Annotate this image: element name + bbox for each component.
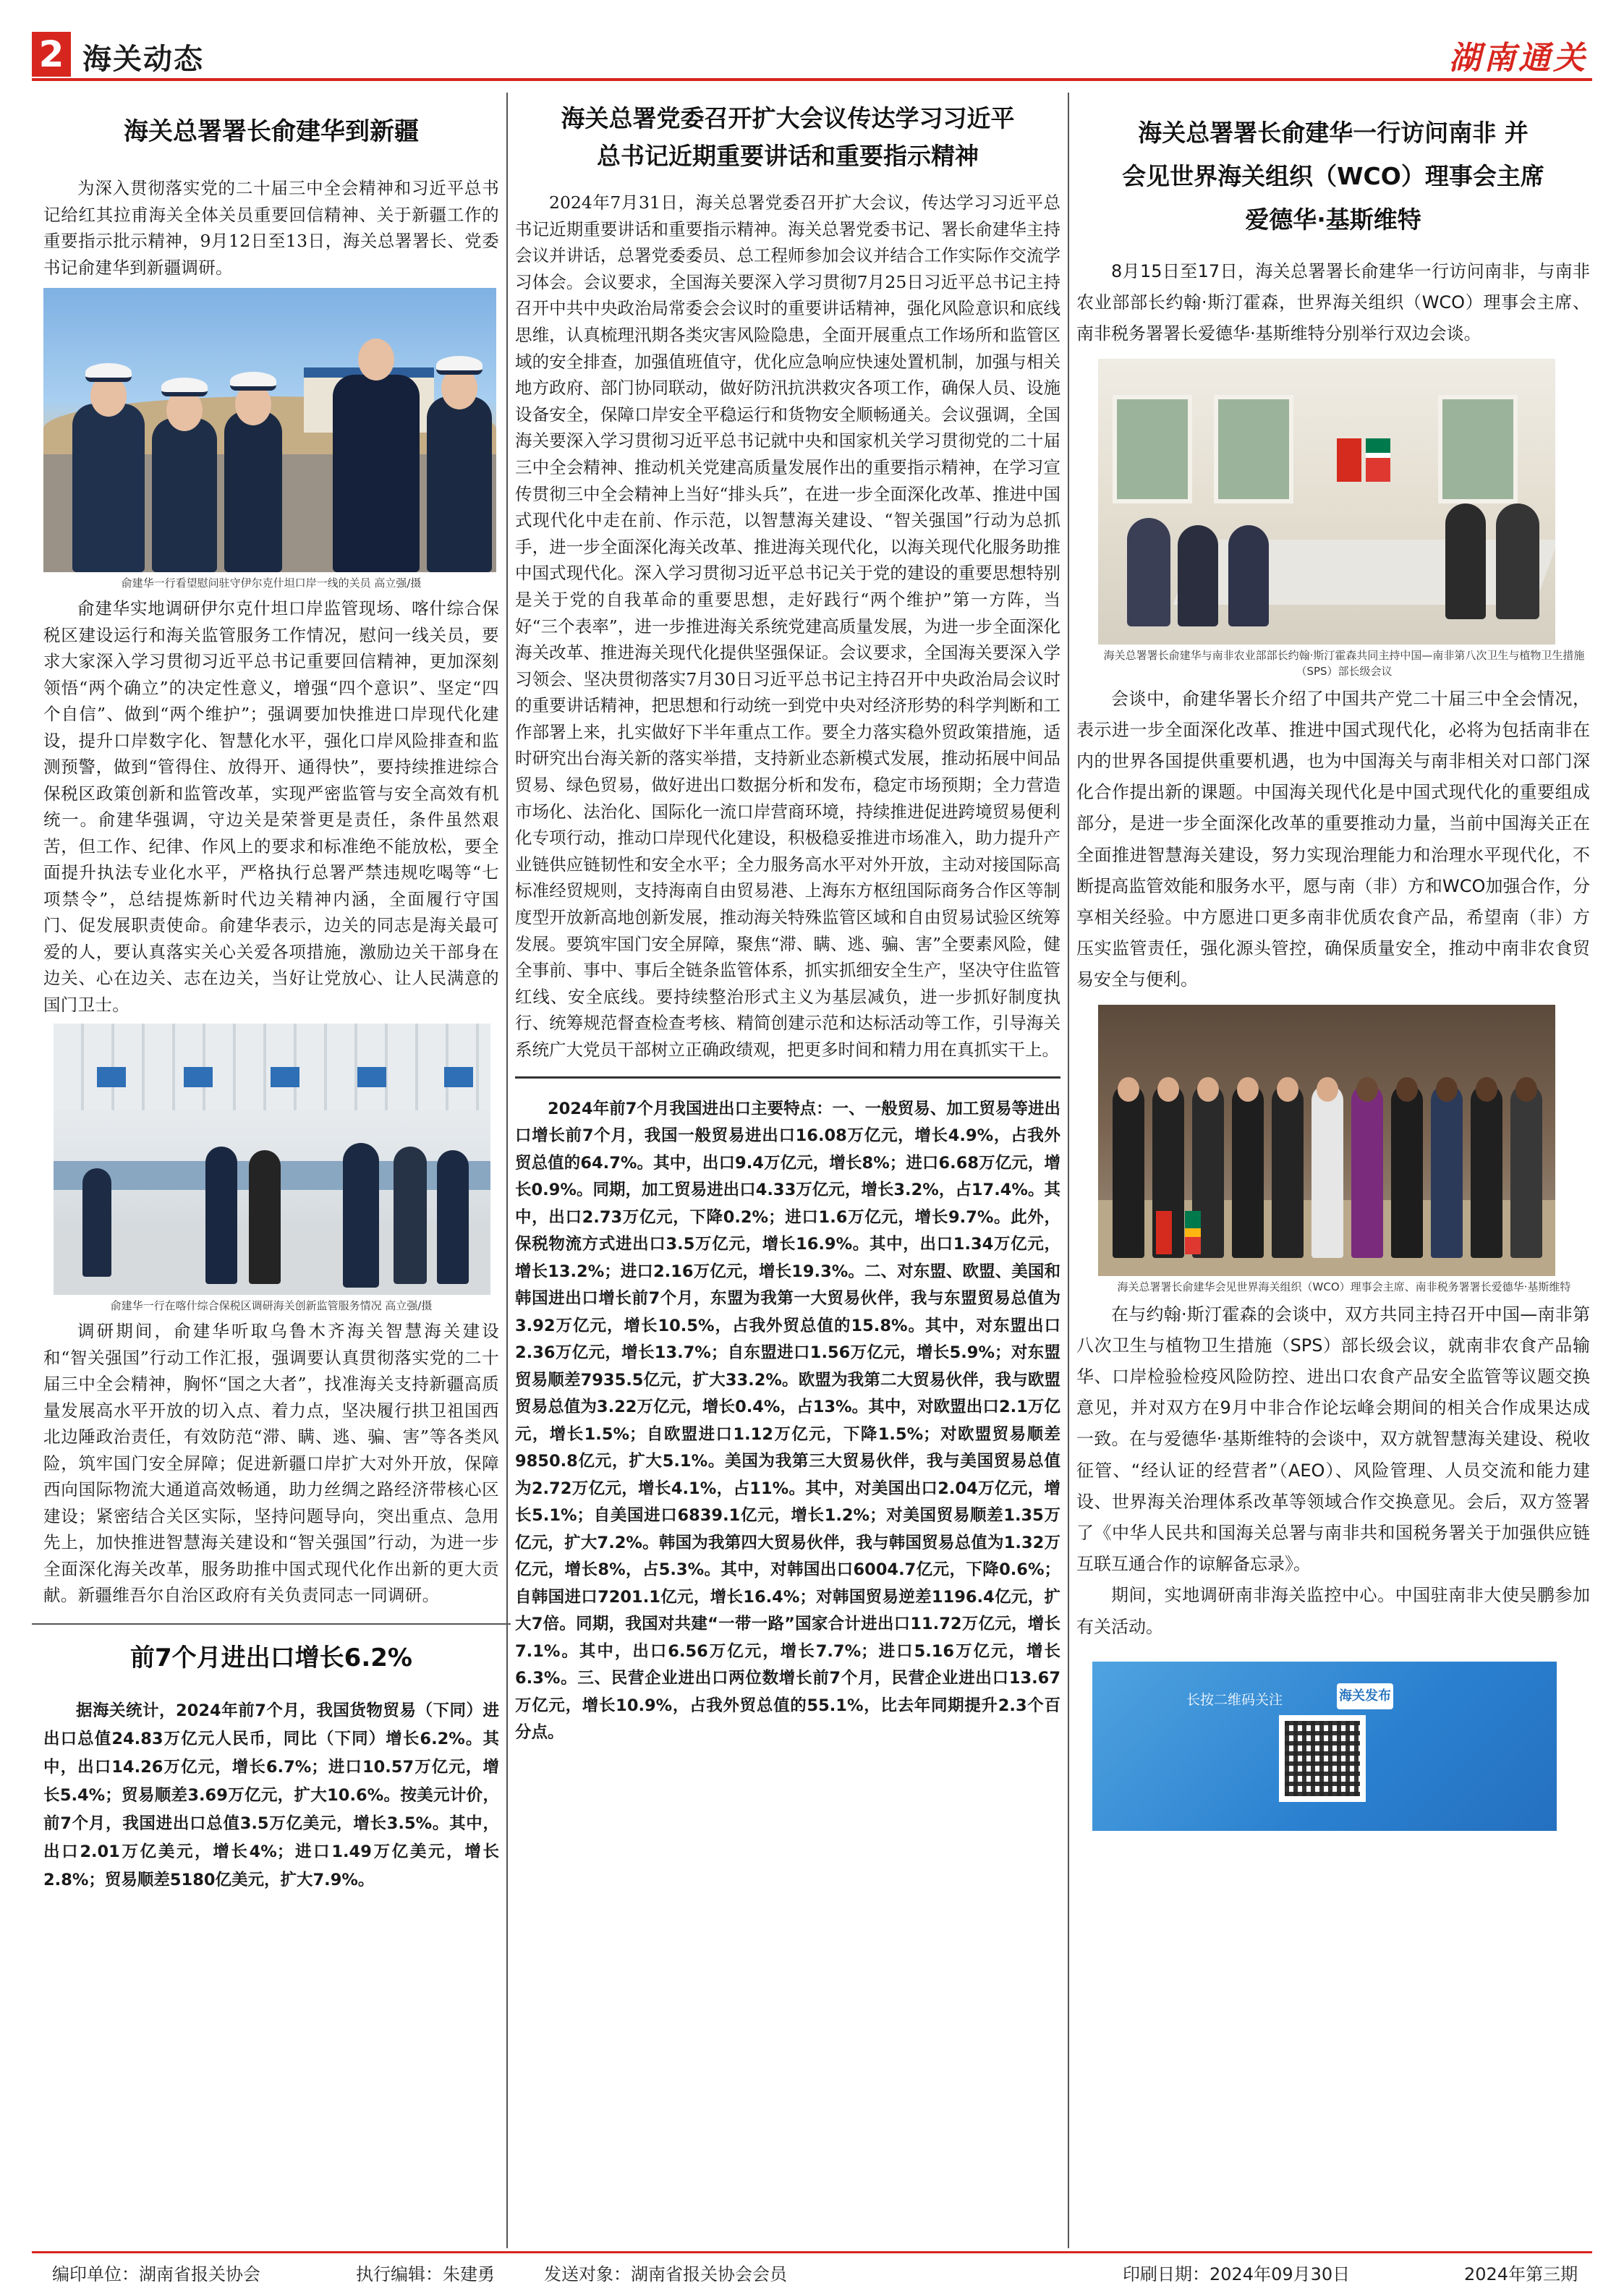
title-line: 爱德华·基斯维特 [1245,205,1421,234]
article-title-party-meeting [515,100,1060,175]
customs-release-logo: 海关发布 [1337,1683,1393,1709]
article-title-south-africa [1076,111,1590,242]
footer-publisher: 编印单位：湖南省报关协会 [52,2264,260,2284]
article-title-trade: 前7个月进出口增长6.2% [130,1643,412,1672]
masthead-logo: 湖南通关 [1449,40,1588,77]
photo-caption: 俞建华一行看望慰问驻守伊尔克什坦口岸一线的关员 高立强/摄 [121,577,422,590]
footer-rule [32,2251,1592,2253]
article-title-xinjiang: 海关总署署长俞建华到新疆 [124,117,419,146]
title-line: 海关总署党委召开扩大会议传达学习习近平 [561,104,1015,132]
title-line: 会见世界海关组织（WCO）理事会主席 [1122,162,1544,190]
article-paragraph: 8月15日至17日，海关总署署长俞建华一行访问南非，与南非农业部部长约翰·斯汀霍森，世界海关组织（WCO）理事会主席、南非税务署署长爱德华·基斯维特分别举行双边会谈。 [1076,261,1590,344]
article-paragraph: 在与约翰·斯汀霍森的会谈中，双方共同主持召开中国—南非第八次卫生与植物卫生措施（SPS）部长级会议，就南非农食产品输华、口岸检验检疫风险防控、进出口农食产品安全监管等议题交换意见，并对双方在9月中非合作论坛峰会期间的相关合作成果达成一致。在与爱德华·基斯维特的会谈中，双方就智慧海关建设、税收征管、“经认证的经营者”（AEO）、风险管理、人员交流和能力建设、世界海关治理体系改革等领域合作交换意见。会后，双方签署了《中华人民共和国海关总署与南非共和国税务署关于加强供应链互联互通合作的谅解备忘录》。 [1076,1304,1590,1575]
photo-caption: 海关总署署长俞建华会见世界海关组织（WCO）理事会主席、南非税务署署长爱德华·基斯维特 [1117,1280,1571,1293]
photo-bonded-zone [54,1024,490,1295]
qr-prompt-text: 长按二维码关注 [1186,1691,1283,1708]
section-divider [32,1623,511,1625]
title-line: 海关总署署长俞建华一行访问南非 并 [1138,119,1529,147]
page-footer [32,2260,1592,2289]
article-paragraph: 俞建华实地调研伊尔克什坦口岸监管现场、喀什综合保税区建设运行和海关监管服务工作情况，慰问一线关员，要求大家深入学习贯彻习近平总书记重要回信精神，更加深刻领悟“两个确立”的决定性意义，增强“四个意识”、坚定“四个自信”、做到“两个维护”；强调要加快推进口岸现代化建设，提升口岸数字化、智慧化水平，强化口岸风险排查和监测预警，做到“管得住、放得开、通得快”，要持续推进综合保税区政策创新和监管改革，实现严密监管与安全高效有机统一。俞建华强调，守边关是荣誉更是责任，条件虽然艰苦，但工作、纪律、作风上的要求和标准绝不能放松，要全面提升执法专业化水平，严格执行总署严禁违规吃喝等“七项禁令”，总结提炼新时代边关精神内涵，全面履行守国门、促发展职责使命。俞建华表示，边关的同志是海关最可爱的人，要认真落实关心关爱各项措施，激励边关干部身在边关、心在边关、志在边关，当好让党放心、让人民满意的国门卫士。 [43,598,499,1015]
footer-print-date: 印刷日期：2024年09月30日 [1123,2264,1351,2284]
photo-border-visit [43,288,496,572]
qr-promo-banner [1092,1662,1557,1831]
article-paragraph: 会谈中，俞建华署长介绍了中国共产党二十届三中全会情况，表示进一步全面深化改革、推进中国式现代化，必将为包括南非在内的世界各国提供重要机遇，也为中国海关与南非相关对口部门深化合作提出新的课题。中国海关现代化是中国式现代化的重要组成部分，是进一步全面深化改革的重要推动力量，当前中国海关正在全面推进智慧海关建设，努力实现治理能力和治理水平现代化，不断提高监管效能和服务水平，愿与南（非）方和WCO加强合作，分享相关经验。中方愿进口更多南非优质农食产品，希望南（非）方压实监管责任，强化源头管控，确保质量安全，推动中南非农食贸易安全与便利。 [1076,688,1590,990]
column-middle [515,93,1060,1747]
trade-stats-paragraph: 据海关统计，2024年前7个月，我国货物贸易（下同）进出口总值24.83万亿元人民币，同比（下同）增长6.2%。其中，出口14.26万亿元，增长6.7%；进口10.57万亿元，增长5.4%；贸易顺差3.69万亿元，扩大10.6%。按美元计价，前7个月，我国进出口总值3.5万亿美元，增长3.5%。其中，出口2.01万亿美元，增长4%；进口1.49万亿美元，增长2.8%；贸易顺差5180亿美元，扩大7.9%。 [43,1701,499,1889]
column-divider-2 [1068,93,1069,2248]
title-line: 总书记近期重要讲话和重要指示精神 [597,142,979,170]
article-intro: 为深入贯彻落实党的二十届三中全会精神和习近平总书记给红其拉甫海关全体关员重要回信精神、关于新疆工作的重要指示批示精神，9月12日至13日，海关总署署长、党委书记俞建华到新疆调研。 [43,178,499,278]
page-header [32,32,1592,77]
article-body: 2024年7月31日，海关总署党委召开扩大会议，传达学习习近平总书记近期重要讲话和重要指示精神。海关总署党委书记、署长俞建华主持会议并讲话，总署党委委员、总工程师参加会议并结合工作实际作交流学习体会。会议要求，全国海关要深入学习贯彻7月25日习近平总书记主持召开中共中央政治局常委会会议时的重要讲话精神，强化风险意识和底线思维，认真梳理汛期各类灾害风险隐患，全面开展重点工作场所和监管区域的安全排查，加强值班值守，优化应急响应快速处置机制，加强与相关地方政府、部门协同联动，做好防汛抗洪救灾各项工作，确保人员、设施设备安全，保障口岸安全平稳运行和货物安全顺畅通关。会议强调，全国海关要深入学习贯彻习近平总书记就中央和国家机关学习贯彻党的二十届三中全会精神、推动机关党建高质量发展作出的重要指示精神，在学习宣传贯彻三中全会精神上当好“排头兵”，在进一步全面深化改革、推进中国式现代化中走在前、作示范，以智慧海关建设、“智关强国”行动为总抓手，进一步全面深化海关改革、推进海关现代化，以海关现代化服务助推中国式现代化。深入学习贯彻习近平总书记关于党的建设的重要思想特别是关于党的自我革命的重要思想，走好践行“两个维护”第一方阵，当好“三个表率”，进一步推进海关系统党建高质量发展，为进一步全面深化海关改革、推进海关现代化提供坚强保证。会议要求，全国海关要深入学习领会、坚决贯彻落实7月30日习近平总书记主持召开中央政治局会议时的重要讲话精神，把思想和行动统一到党中央对经济形势的科学判断和工作部署上来，扎实做好下半年重点工作。要全力落实稳外贸政策措施，适时研究出台海关新的落实举措，支持新业态新模式发展，推动拓展中间品贸易、绿色贸易，做好进出口数据分析和发布，稳定市场预期；全力营造市场化、法治化、国际化一流口岸营商环境，持续推进促进跨境贸易便利化专项行动，推动口岸现代化建设，积极稳妥推进市场准入，助力提升产业链供应链韧性和安全水平；全力服务高水平对外开放，主动对接国际高标准经贸规则，支持海南自由贸易港、上海东方枢纽国际商务合作区等制度型开放新高地创新发展，推动海关特殊监管区域和自由贸易试验区统筹发展。要筑牢国门安全屏障，聚焦“滞、瞒、逃、骗、害”全要素风险，健全事前、事中、事后全链条监管体系，抓实抓细安全生产，坚决守住监管红线、安全底线。要持续整治形式主义为基层减负，进一步抓好制度执行、统筹规范督查检查考核、精简创建示范和达标活动等工作，引导海关系统广大党员干部树立正确政绩观，把更多时间和精力用在真抓实干上。 [515,192,1060,1060]
footer-editor: 执行编辑：朱建勇 [356,2264,495,2284]
photo-caption: 海关总署署长俞建华与南非农业部部长约翰·斯汀霍森共同主持中国—南非第八次卫生与植物卫生措施（SPS）部长级会议 [1103,648,1585,678]
photo-sps-meeting [1098,359,1555,645]
photo-wco-group [1098,1005,1555,1276]
column-left [43,93,499,1895]
section-divider [515,1076,1060,1079]
photo-caption: 俞建华一行在喀什综合保税区调研海关创新监管服务情况 高立强/摄 [110,1299,433,1312]
footer-issue: 2024年第三期 [1464,2264,1578,2284]
header-rule [32,78,1592,81]
article-paragraph: 调研期间，俞建华听取乌鲁木齐海关智慧海关建设和“智关强国”行动工作汇报，强调要认真贯彻落实党的二十届三中全会精神，胸怀“国之大者”，找准海关支持新疆高质量发展高水平开放的切入点、着力点，坚决履行拱卫祖国西北边陲政治责任，有效防范“滞、瞒、逃、骗、害”等各类风险，筑牢国门安全屏障；促进新疆口岸扩大对外开放，保障西向国际物流大通道高效畅通，助力丝绸之路经济带核心区建设；紧密结合关区实际，坚持问题导向，突出重点、急用先上，加快推进智慧海关建设和“智关强国”行动，为进一步全面深化海关改革，服务助推中国式现代化作出新的更大贡献。新疆维吾尔自治区政府有关负责同志一同调研。 [43,1321,499,1605]
page-number: 2 [32,32,71,77]
section-title: 海关动态 [82,43,204,76]
column-divider-1 [506,93,508,2248]
column-right [1076,93,1590,1831]
footer-recipients: 发送对象：湖南省报关协会会员 [544,2264,787,2284]
trade-features-paragraph: 2024年前7个月我国进出口主要特点：一、一般贸易、加工贸易等进出口增长前7个月，我国一般贸易进出口16.08万亿元，增长4.9%，占我外贸总值的64.7%。其中，出口9.4万亿元，增长8%；进口6.68万亿元，增长0.9%。同期，加工贸易进出口4.33万亿元，增长3.2%，占17.4%。其中，出口2.73万亿元，下降0.2%；进口1.6万亿元，增长9.7%。此外，保税物流方式进出口3.5万亿元，增长16.9%。其中，出口1.34万亿元，增长13.2%；进口2.16万亿元，增长19.3%。二、对东盟、欧盟、美国和韩国进出口增长前7个月，东盟为我第一大贸易伙伴，我与东盟贸易总值为3.92万亿元，增长10.5%，占我外贸总值的15.8%。其中，对东盟出口2.36万亿元，增长13.7%；自东盟进口1.56万亿元，增长5.9%；对东盟贸易顺差7935.5亿元，扩大33.2%。欧盟为我第二大贸易伙伴，我与欧盟贸易总值为3.22万亿元，增长0.4%，占13%。其中，对欧盟出口2.1万亿元，增长1.5%；自欧盟进口1.12万亿元，下降1.5%；对欧盟贸易顺差9850.8亿元，扩大5.1%。美国为我第三大贸易伙伴，我与美国贸易总值为2.72万亿元，增长4.1%，占11%。其中，对美国出口2.04万亿元，增长5.1%；自美国进口6839.1亿元，增长1.2%；对美国贸易顺差1.35万亿元，扩大7.2%。韩国为我第四大贸易伙伴，我与韩国贸易总值为1.32万亿元，增长8%，占5.3%。其中，对韩国出口6004.7亿元，下降0.6%；自韩国进口7201.1亿元，增长16.4%；对韩国贸易逆差1196.4亿元，扩大7倍。同期，我国对共建“一带一路”国家合计进出口11.72万亿元，增长7.1%。其中，出口6.56万亿元，增长7.7%；进口5.16万亿元，增长6.3%。三、民营企业进出口两位数增长前7个月，民营企业进出口13.67万亿元，增长10.9%，占我外贸总值的55.1%，比去年同期提升2.3个百分点。 [515,1099,1060,1743]
qr-code-icon[interactable] [1279,1715,1366,1802]
article-paragraph: 期间，实地调研南非海关监控中心。中国驻南非大使吴鹏参加有关活动。 [1076,1585,1590,1637]
